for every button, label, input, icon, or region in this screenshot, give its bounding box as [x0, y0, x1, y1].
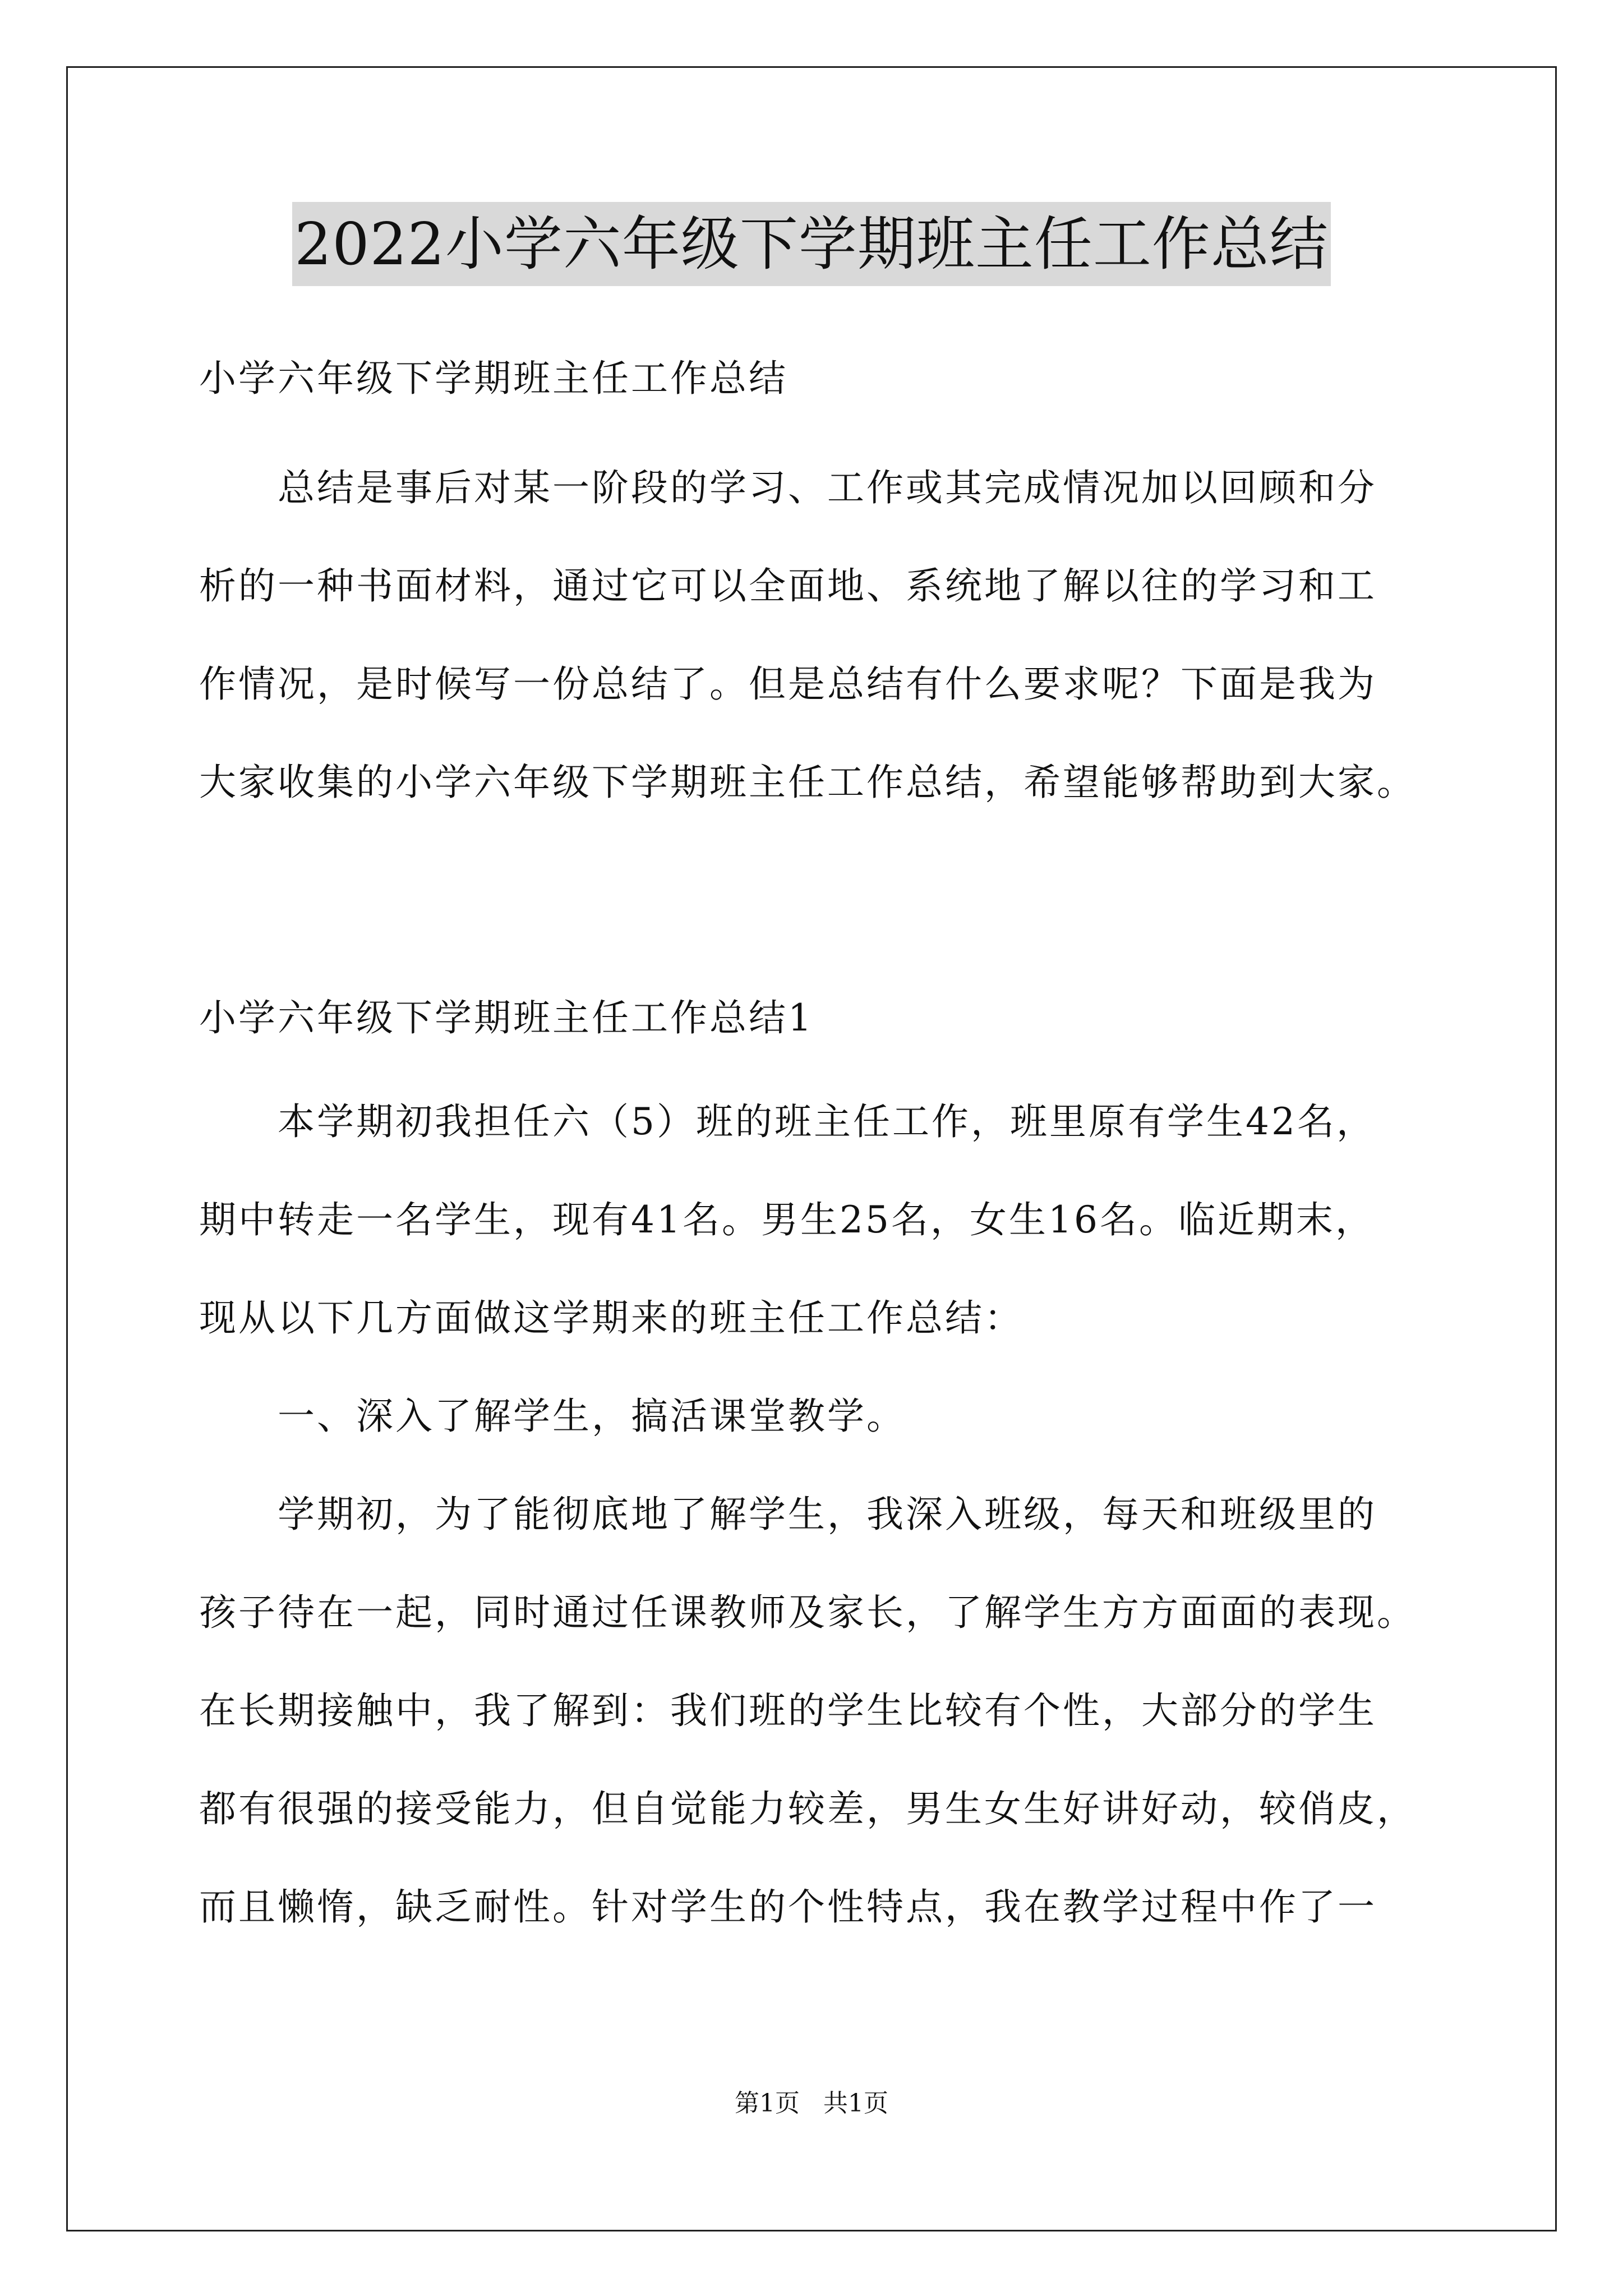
paragraph-line: 都有很强的接受能力，但自觉能力较差，男生女生好讲好动，较俏皮， — [199, 1787, 1416, 1830]
section-heading: 小学六年级下学期班主任工作总结1 — [199, 996, 814, 1039]
paragraph-line: 孩子待在一起，同时通过任课教师及家长，了解学生方方面面的表现。 — [199, 1591, 1416, 1634]
title-container — [0, 202, 1623, 286]
paragraph-line: 析的一种书面材料，通过它可以全面地、系统地了解以往的学习和工 — [199, 564, 1377, 608]
document-title: 2022小学六年级下学期班主任工作总结 — [292, 202, 1331, 286]
paragraph-line: 现从以下几方面做这学期来的班主任工作总结： — [199, 1296, 1023, 1340]
paragraph-line: 而且懒惰，缺乏耐性。针对学生的个性特点，我在教学过程中作了一 — [199, 1885, 1377, 1929]
paragraph-line: 在长期接触中，我了解到：我们班的学生比较有个性，大部分的学生 — [199, 1689, 1377, 1732]
paragraph-line: 本学期初我担任六（5）班的班主任工作，班里原有学生42名， — [278, 1100, 1376, 1143]
paragraph-line: 学期初，为了能彻底地了解学生，我深入班级，每天和班级里的 — [278, 1493, 1377, 1536]
subsection-heading: 一、深入了解学生，搞活课堂教学。 — [278, 1395, 906, 1438]
paragraph-line: 总结是事后对某一阶段的学习、工作或其完成情况加以回顾和分 — [278, 466, 1377, 509]
paragraph-line: 大家收集的小学六年级下学期班主任工作总结，希望能够帮助到大家。 — [199, 761, 1416, 804]
paragraph-line: 期中转走一名学生，现有41名。男生25名，女生16名。临近期末， — [199, 1198, 1375, 1241]
page-footer: 第1页 共1页 — [735, 2089, 888, 2118]
subtitle: 小学六年级下学期班主任工作总结 — [199, 357, 788, 400]
paragraph-line: 作情况，是时候写一份总结了。但是总结有什么要求呢？下面是我为 — [199, 662, 1377, 706]
